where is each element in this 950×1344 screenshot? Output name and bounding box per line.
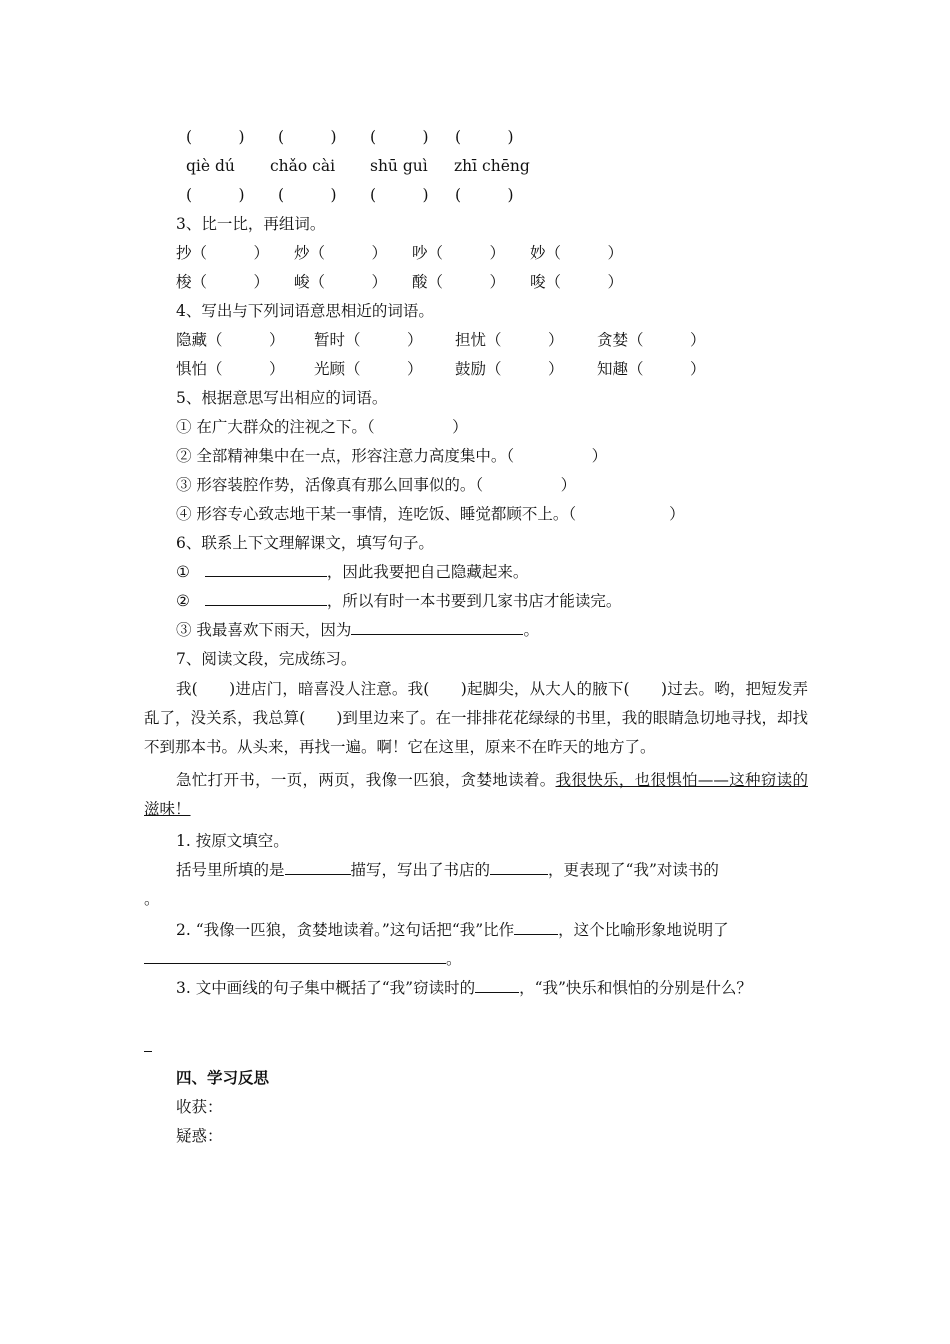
question-text: 括号里所填的是: [176, 861, 285, 879]
question-text: 2. “我像一匹狼，贪婪地读着。”这句话把“我”比作: [176, 921, 515, 939]
meaning-item[interactable]: ② 全部精神集中在一点，形容注意力高度集中。（ ）: [176, 447, 608, 465]
item-number: ①: [176, 563, 190, 581]
compare-word[interactable]: 唆（ ）: [530, 273, 624, 291]
section-4-heading: 四、学习反思: [176, 1068, 270, 1087]
compare-word[interactable]: 抄（ ）: [176, 244, 270, 262]
pinyin-word: zhī chēng: [454, 157, 530, 175]
compare-word[interactable]: 酸（ ）: [412, 273, 506, 291]
answer-bracket[interactable]: ( ): [455, 128, 514, 146]
fill-blank[interactable]: [475, 991, 519, 993]
answer-line[interactable]: [144, 1036, 152, 1058]
reading-passage-2: [144, 766, 808, 824]
meaning-item[interactable]: ④ 形容专心致志地干某一事情，连吃饭、睡觉都顾不上。（ ）: [176, 505, 685, 523]
underlined-sentence: 我很快乐，也很惧怕——这种窃读的滋味！: [144, 771, 808, 818]
question-text: 描写，写出了书店的: [350, 861, 491, 879]
sentence-end: 。: [446, 950, 462, 968]
question-text: ，更表现了“我”对读书的: [548, 861, 719, 879]
synonym-word[interactable]: 担忧（ ）: [455, 331, 564, 349]
fill-blank[interactable]: [144, 962, 446, 964]
compare-word[interactable]: 炒（ ）: [294, 244, 388, 262]
pinyin-word: shū guì: [370, 157, 428, 175]
passage-text: 急忙打开书，一页，两页，我像一匹狼，贪婪地读着。: [176, 771, 556, 789]
fill-blank[interactable]: [205, 604, 327, 606]
question-4-title: 4、写出与下列词语意思相近的词语。: [176, 302, 434, 320]
sentence-text: ，因此我要把自己隐藏起来。: [326, 563, 529, 581]
answer-bracket[interactable]: ( ): [186, 128, 245, 146]
sentence-text: ，所以有时一本书要到几家书店才能读完。: [326, 592, 622, 610]
question-text: ，“我”快乐和惧怕的分别是什么？: [519, 979, 752, 997]
question-7-title: 7、阅读文段，完成练习。: [176, 650, 357, 668]
answer-bracket[interactable]: ( ): [278, 186, 337, 204]
fill-blank[interactable]: [351, 633, 523, 635]
sub-question-3-line: [176, 977, 752, 999]
sentence-end: 。: [523, 621, 539, 639]
question-text: ，这个比喻形象地说明了: [558, 921, 729, 939]
compare-word[interactable]: 峻（ ）: [294, 273, 388, 291]
synonym-word[interactable]: 鼓励（ ）: [455, 360, 564, 378]
fill-blank[interactable]: [490, 873, 548, 875]
reading-passage-1: 我( )进店门，暗喜没人注意。我( )起脚尖，从大人的腋下( )过去。哟，把短发弄乱了，没关系，我总算( )到里边来了。在一排排花花绿绿的书里，我的眼睛急切地寻找，却找不到那本书。从头来，再找一遍。啊！它在这里，原来不在昨天的地方了。: [144, 680, 808, 756]
meaning-item[interactable]: ③ 形容装腔作势，活像真有那么回事似的。（ ）: [176, 476, 577, 494]
sentence-item-3: [176, 619, 539, 641]
synonym-word[interactable]: 知趣（ ）: [597, 360, 706, 378]
sub-question-1-title: 1. 按原文填空。: [176, 832, 289, 850]
sentence-text: ③ 我最喜欢下雨天，因为: [176, 621, 352, 639]
sub-question-1-end: 。: [144, 890, 160, 908]
synonym-word[interactable]: 隐藏（ ）: [176, 331, 285, 349]
doubt-label[interactable]: 疑惑：: [176, 1127, 223, 1145]
fill-blank[interactable]: [285, 873, 351, 875]
answer-bracket[interactable]: ( ): [455, 186, 514, 204]
question-3-title: 3、比一比，再组词。: [176, 215, 326, 233]
answer-bracket[interactable]: ( ): [370, 128, 429, 146]
synonym-word[interactable]: 光顾（ ）: [314, 360, 423, 378]
synonym-word[interactable]: 暂时（ ）: [314, 331, 423, 349]
sub-question-1-line: [176, 859, 719, 881]
synonym-word[interactable]: 惧怕（ ）: [176, 360, 285, 378]
compare-word[interactable]: 梭（ ）: [176, 273, 270, 291]
sentence-item-2: [176, 590, 621, 612]
synonym-word[interactable]: 贪婪（ ）: [597, 331, 706, 349]
question-5-title: 5、根据意思写出相应的词语。: [176, 389, 388, 407]
gain-label[interactable]: 收获：: [176, 1098, 223, 1116]
pinyin-word: qiè dú: [186, 157, 235, 175]
sub-question-2-line: [176, 919, 729, 941]
compare-word[interactable]: 吵（ ）: [412, 244, 506, 262]
answer-bracket[interactable]: ( ): [370, 186, 429, 204]
meaning-item[interactable]: ① 在广大群众的注视之下。（ ）: [176, 418, 468, 436]
question-text: 3. 文中画线的句子集中概括了“我”窃读时的: [176, 979, 476, 997]
compare-word[interactable]: 妙（ ）: [530, 244, 624, 262]
fill-blank[interactable]: [205, 575, 327, 577]
answer-bracket[interactable]: ( ): [186, 186, 245, 204]
sentence-item-1: [176, 561, 528, 583]
item-number: ②: [176, 592, 190, 610]
pinyin-word: chǎo cài: [270, 157, 336, 175]
fill-blank[interactable]: [514, 933, 558, 935]
question-6-title: 6、联系上下文理解课文，填写句子。: [176, 534, 434, 552]
sub-question-2-answer: [144, 948, 462, 970]
answer-bracket[interactable]: ( ): [278, 128, 337, 146]
